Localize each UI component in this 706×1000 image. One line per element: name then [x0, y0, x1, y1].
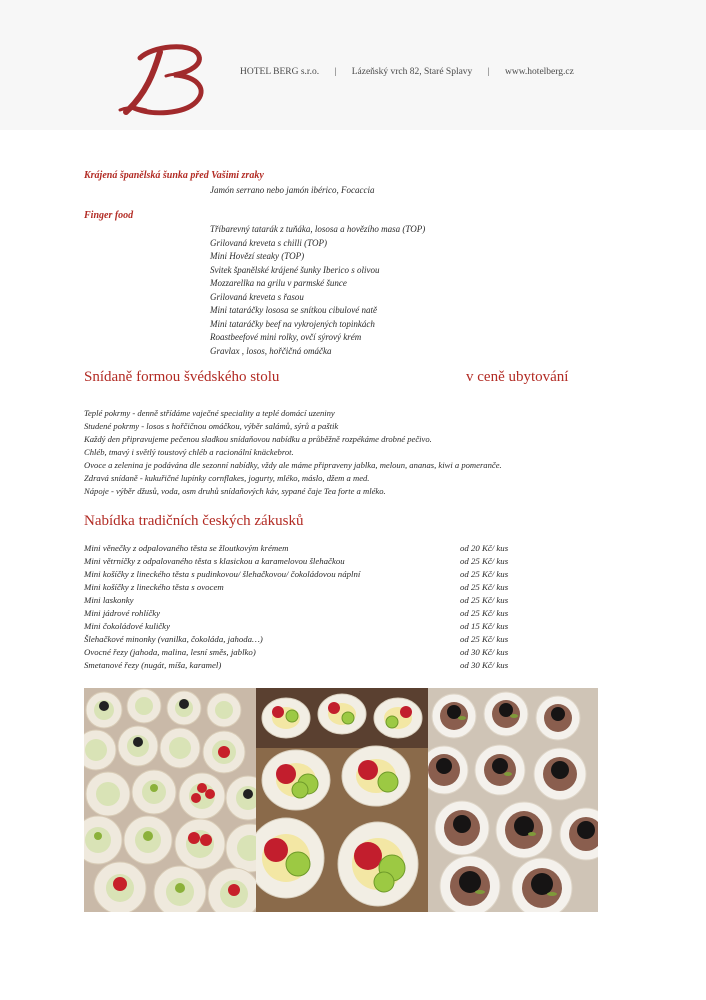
blackberry-chocolate-tartlets-photo: [428, 688, 598, 912]
pastry-item-name: Mini laskonky: [84, 595, 134, 605]
pastry-item-name: Ovocné řezy (jahoda, malina, lesní směs, jablko): [84, 647, 256, 657]
breakfast-title: Snídaně formou švédského stolu: [84, 369, 280, 385]
company-website: www.hotelberg.cz: [504, 67, 574, 77]
breakfast-line: Nápoje - výběr džusů, voda, osm druhů snídaňových káv, sypané čaje Tea forte a mléko.: [84, 486, 386, 496]
berry-tartlets-photo: [256, 688, 428, 912]
finger-food-item: Grilovaná kreveta s řasou: [210, 291, 304, 302]
pastry-item-price: od 30 Kč/ kus: [460, 647, 509, 657]
ham-detail: Jamón serrano nebo jamón ibérico, Focaccia: [210, 185, 375, 195]
separator: |: [487, 67, 490, 77]
finger-food-item: Mini tataráčky lososa se snítkou cibulové natě: [210, 305, 377, 315]
pastry-item-name: Šlehačkové minonky (vanilka, čokoláda, jahoda…): [84, 634, 263, 644]
ham-title: Krájená španělská šunka před Vašimi zraky: [84, 170, 264, 181]
finger-food-item: Mini tataráčky beef na vykrojených topinkách: [210, 318, 375, 329]
pastry-item-name: Mini košíčky z lineckého těsta s pudinkovou/ šlehačkovou/ čokoládovou náplní: [84, 569, 361, 579]
pastry-item-price: od 25 Kč/ kus: [460, 634, 509, 644]
finger-food-item: Svitek španělské krájené šunky Iberico s olivou: [210, 264, 380, 275]
pastry-item-price: od 25 Kč/ kus: [460, 595, 509, 605]
pastry-item-price: od 20 Kč/ kus: [460, 543, 509, 553]
breakfast-line: Chléb, tmavý i světlý toustový chléb a racionální knäckebrot.: [84, 447, 294, 457]
finger-food-item: Grilovaná kreveta s chilli (TOP): [210, 237, 327, 248]
pastry-item-price: od 15 Kč/ kus: [460, 621, 509, 631]
breakfast-line: Zdravá snídaně - kukuřičné lupínky cornflakes, jogurty, mléko, máslo, džem a med.: [84, 473, 370, 483]
pastry-item-price: od 25 Kč/ kus: [460, 608, 509, 618]
letterhead: [0, 0, 706, 130]
pastry-item-name: Mini košíčky z lineckého těsta s ovocem: [84, 582, 224, 592]
separator: |: [334, 67, 337, 77]
pastry-item-name: Mini jádrové rohlíčky: [84, 608, 161, 618]
pastry-item-price: od 25 Kč/ kus: [460, 569, 509, 579]
breakfast-line: Ovoce a zelenina je podávána dle sezonní nabídky, vždy ale máme připraveny jablka, meloun, ananas, kiwi a pomeranče.: [84, 460, 502, 470]
breakfast-line: Teplé pokrmy - denně střídáme vaječné speciality a teplé domácí uzeniny: [84, 408, 335, 418]
finger-food-item: Roastbeefové mini rolky, ovčí sýrový krém: [210, 332, 362, 342]
finger-food-item: Gravlax , losos, hořčičná omáčka: [210, 345, 332, 356]
pastry-item-name: Smetanové řezy (nugát, míša, karamel): [84, 660, 222, 670]
company-name: HOTEL BERG s.r.o.: [240, 67, 320, 77]
company-address: Lázeňský vrch 82, Staré Splavy: [351, 67, 473, 77]
pastry-item-name: Mini věnečky z odpalovaného těsta se žloutkovým krémem: [84, 543, 289, 553]
pastry-item-price: od 25 Kč/ kus: [460, 582, 509, 592]
fruit-tartlets-photo: [84, 688, 256, 912]
pastry-item-price: od 25 Kč/ kus: [460, 556, 509, 566]
finger-food-item: Tříbarevný tatarák z tuňáka, lososa a hovězího masa (TOP): [210, 224, 426, 234]
hotel-berg-logo: [112, 38, 222, 120]
pastry-item-price: od 30 Kč/ kus: [460, 660, 509, 670]
finger-food-title: Finger food: [84, 210, 134, 221]
finger-food-item: Mozzarellka na grilu v parmské šunce: [210, 278, 347, 288]
letterhead-contact: [240, 67, 574, 77]
pastry-item-name: Mini větrníčky z odpalovaného těsta s klasickou a karamelovou šlehačkou: [84, 556, 345, 566]
breakfast-line: Studené pokrmy - losos s hořčičnou omáčkou, výběr salámů, sýrů a paštik: [84, 421, 339, 431]
pastry-title: Nabídka tradičních českých zákusků: [84, 513, 304, 529]
breakfast-price-note: v ceně ubytování: [466, 369, 569, 385]
pastry-item-name: Mini čokoládové kuličky: [84, 621, 170, 631]
finger-food-item: Mini Hovězí steaky (TOP): [210, 251, 305, 261]
breakfast-line: Každý den připravujeme pečenou sladkou snídaňovou nabídku a průběžně rozpékáme drobné pečivo.: [84, 434, 432, 444]
